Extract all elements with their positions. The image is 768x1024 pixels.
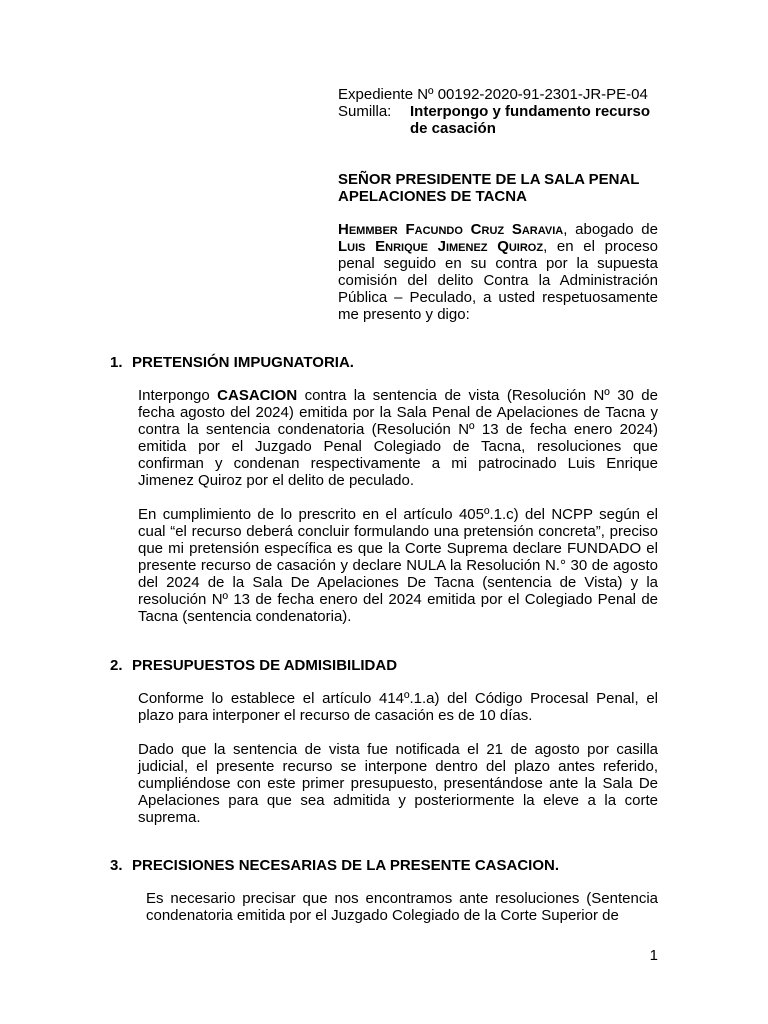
- section-2-number: 2.: [110, 657, 123, 674]
- section-3-body: [146, 890, 658, 924]
- section-3-title: PRECISIONES NECESARIAS DE LA PRESENTE CASACION.: [132, 857, 560, 874]
- section-2-body: [138, 690, 658, 826]
- section-1-heading: [110, 354, 670, 371]
- author-name: Hemmber Facundo Cruz Saravia: [338, 221, 564, 238]
- section-1-paragraph-2: En cumplimiento de lo prescrito en el artículo 405º.1.c) del NCPP según el cual “el recurso deberá concluir formulando una pretensión concreta”, preciso que mi pretensión específica es que la Corte Suprema declare FUNDADO el presente recurso de casación y declare NULA la Resolución N.° 30 de agosto del 2024 de la Sala De Apelaciones De Tacna (sentencia de Vista) y la resolución Nº 13 de fecha enero del 2024 emitida por el Colegiado Penal de Tacna (sentencia condenatoria).: [138, 506, 658, 625]
- addressee-line-2: APELACIONES DE TACNA: [338, 188, 527, 205]
- intro-paragraph: [338, 221, 658, 323]
- addressee-line-1: SEÑOR PRESIDENTE DE LA SALA PENAL: [338, 171, 640, 188]
- section-2-paragraph-1: Conforme lo establece el artículo 414º.1.a) del Código Procesal Penal, el plazo para interponer el recurso de casación es de 10 días.: [138, 690, 658, 724]
- sumilla-row: [338, 103, 658, 120]
- intro-text-1: , abogado de: [563, 221, 658, 238]
- section-3-heading: [110, 857, 670, 874]
- page-number: 1: [649, 947, 658, 964]
- section-2-paragraph-2: Dado que la sentencia de vista fue notificada el 21 de agosto por casilla judicial, el presente recurso se interpone dentro del plazo antes referido, cumpliéndose con este primer presupuesto, presentándose ante la Sala De Apelaciones para que sea admitida y posteriormente la eleve a la corte suprema.: [138, 741, 658, 826]
- section-1-number: 1.: [110, 354, 123, 371]
- casacion-keyword: CASACION: [217, 387, 298, 404]
- section-3-paragraph-1: Es necesario precisar que nos encontramos ante resoluciones (Sentencia condenatoria emitida por el Juzgado Colegiado de la Corte Superior de: [146, 890, 658, 924]
- section-2-heading: [110, 657, 670, 674]
- section-1-title: PRETENSIÓN IMPUGNATORIA.: [132, 354, 354, 371]
- paragraph-text: contra la sentencia de vista (Resolución Nº 30 de fecha agosto del 2024) emitida por la Sala Penal de Apelaciones de Tacna y contra la sentencia condenatoria (Resolución Nº 13 de fecha enero 2024) emitida por el Juzgado Penal Colegiado de Tacna, resoluciones que confirman y condenan respectivamente a mi patrocinado Luis Enrique Jimenez Quiroz por el delito de peculado.: [138, 387, 658, 489]
- client-name: Luis Enrique Jimenez Quiroz: [338, 238, 544, 255]
- sumilla-text: Interpongo y fundamento recurso: [410, 103, 651, 120]
- addressee: [338, 171, 658, 205]
- sumilla-text-continued: de casación: [410, 120, 496, 137]
- intro-text-2: , en el proceso penal seguido en su contra por la supuesta comisión del delito Contra la Administración Pública – Peculado, a usted respetuosamente me presento y digo:: [338, 238, 658, 323]
- section-2-title: PRESUPUESTOS DE ADMISIBILIDAD: [132, 657, 398, 674]
- section-1-paragraph-1: [138, 387, 658, 489]
- case-header: [338, 86, 658, 137]
- case-number: Expediente Nº 00192-2020-91-2301-JR-PE-04: [338, 86, 648, 103]
- section-3-number: 3.: [110, 857, 123, 874]
- paragraph-text: Interpongo: [138, 387, 218, 404]
- sumilla-label: Sumilla:: [338, 103, 392, 120]
- section-1-body: [138, 387, 658, 625]
